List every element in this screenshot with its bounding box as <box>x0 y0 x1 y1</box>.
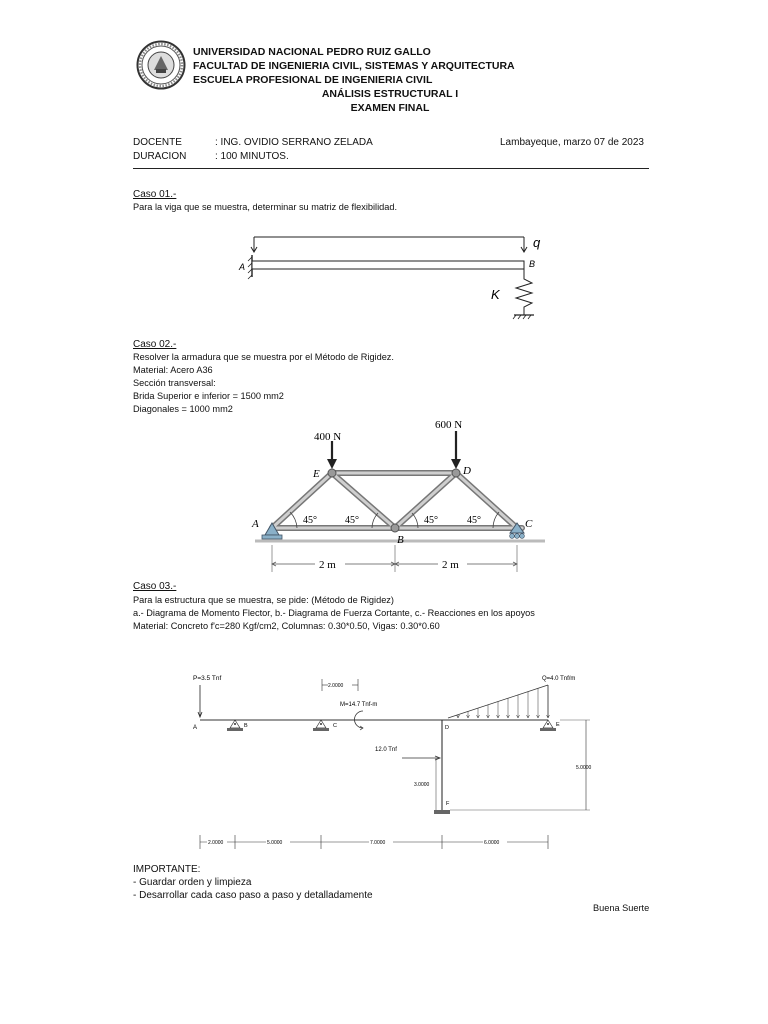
duracion-label: DURACION <box>133 151 187 162</box>
faculty-name: FACULTAD DE INGENIERIA CIVIL, SISTEMAS Y ARQUITECTURA <box>193 60 515 72</box>
support-e <box>540 720 556 731</box>
load-400-label: 400 N <box>314 431 342 443</box>
beam <box>252 261 524 269</box>
course-name: ANÁLISIS ESTRUCTURAL I <box>321 88 459 100</box>
node-a-label: A <box>193 725 198 731</box>
spring-k-label: K <box>491 287 500 302</box>
docente-label: DOCENTE <box>133 137 182 148</box>
dim-bottom-4: 6.0000 <box>484 840 500 846</box>
node-c-label: C <box>333 723 337 729</box>
caso1-beam-figure <box>230 225 560 330</box>
caso3-line-1: Para la estructura que se muestra, se pide: (Método de Rigidez) <box>133 595 394 605</box>
caso2-truss-figure <box>245 415 550 575</box>
university-name: UNIVERSIDAD NACIONAL PEDRO RUIZ GALLO <box>193 46 431 58</box>
caso2-line-4: Brida Superior e inferior = 1500 mm2 <box>133 391 284 401</box>
caso3-title: Caso 03.- <box>133 581 177 592</box>
header-divider <box>133 168 649 169</box>
spring-support <box>516 269 532 315</box>
angle-4-label: 45° <box>467 515 481 526</box>
caso2-title: Caso 02.- <box>133 339 177 350</box>
caso1-text: Para la viga que se muestra, determinar su matriz de flexibilidad. <box>133 202 398 212</box>
dim-bottom-1: 2.0000 <box>208 840 224 846</box>
span-1-label: 2 m <box>319 559 336 571</box>
point-b-label: B <box>529 259 536 269</box>
node-f-label: F <box>446 801 450 807</box>
node-c-label: C <box>525 518 533 530</box>
moment-label: M=14.7 Tnf-m <box>340 702 378 708</box>
caso1-title: Caso 01.- <box>133 189 177 200</box>
triangular-load <box>448 685 550 718</box>
node-d-label: D <box>463 465 471 477</box>
caso2-line-1: Resolver la armadura que se muestra por el Método de Rigidez. <box>133 352 394 362</box>
exam-title: EXAMEN FINAL <box>350 102 430 114</box>
node-b-label: B <box>244 723 248 729</box>
angle-2-label: 45° <box>345 515 359 526</box>
docente-value: : ING. OVIDIO SERRANO ZELADA <box>215 137 373 148</box>
support-c <box>313 720 329 731</box>
dim-bottom-3: 7.0000 <box>370 840 386 846</box>
dim-bottom-2: 5.0000 <box>267 840 283 846</box>
caso3-line-2: a.- Diagrama de Momento Flector, b.- Diagrama de Fuerza Cortante, c.- Reacciones en los apoyos <box>133 608 535 618</box>
university-seal-icon <box>136 40 186 90</box>
angle-3-label: 45° <box>424 515 438 526</box>
support-f <box>434 810 450 814</box>
closing-text: Buena Suerte <box>593 903 650 913</box>
dim-col-label: 3.0000 <box>414 782 430 788</box>
caso2-line-2: Material: Acero A36 <box>133 365 213 375</box>
caso3-frame-figure <box>180 665 620 855</box>
university-logo <box>136 40 186 90</box>
important-item-2: - Desarrollar cada caso paso a paso y detalladamente <box>133 890 373 901</box>
angle-1-label: 45° <box>303 515 317 526</box>
node-a-label: A <box>252 518 259 530</box>
place-date: Lambayeque, marzo 07 de 2023 <box>500 137 644 148</box>
important-item-1: - Guardar orden y limpieza <box>133 877 252 888</box>
node-e-label: E <box>556 722 560 728</box>
node-e-label: E <box>313 468 320 480</box>
dim-top-label: 2.0000 <box>328 683 344 689</box>
moment-arrow <box>355 711 364 728</box>
load-q-label: q <box>533 235 541 250</box>
load-600-label: 600 N <box>435 419 463 431</box>
duracion-value: : 100 MINUTOS. <box>215 151 289 162</box>
caso2-line-5: Diagonales = 1000 mm2 <box>133 404 233 414</box>
dim-right-label: 5.0000 <box>576 765 592 771</box>
caso3-line-3: Material: Concreto f'c=280 Kgf/cm2, Columnas: 0.30*0.50, Vigas: 0.30*0.60 <box>133 621 440 631</box>
load-p-label: P=3.5 Tnf <box>193 675 222 682</box>
important-title: IMPORTANTE: <box>133 864 201 875</box>
school-name: ESCUELA PROFESIONAL DE INGENIERIA CIVIL <box>193 74 433 86</box>
node-b-label: B <box>397 534 404 546</box>
caso2-line-3: Sección transversal: <box>133 378 216 388</box>
load-q-label: Q=4.0 Tnf/m <box>542 676 576 682</box>
h-load-label: 12.0 Tnf <box>375 747 397 753</box>
support-b <box>227 720 243 731</box>
point-a-label: A <box>239 262 246 272</box>
node-d-label: D <box>445 725 449 731</box>
span-2-label: 2 m <box>442 559 459 571</box>
